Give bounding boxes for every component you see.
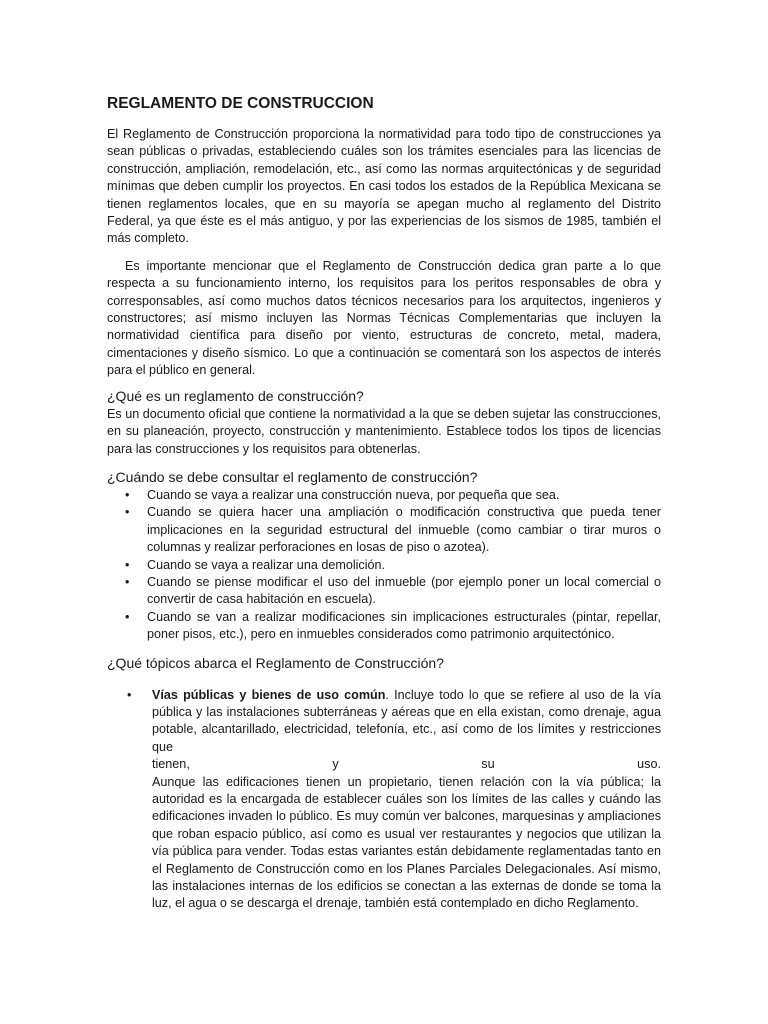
list-item [107,574,661,609]
topic-text-b: Aunque las edificaciones tienen un propietario, tienen relación con la vía pública; la autoridad es la encargada de establecer cuáles son los límites de las calles y cuándo las edificaciones invaden lo público. Es muy común ver balcones, marquesinas y ampliaciones que roban espacio público, así como es usual ver restaurantes y negocios que utilizan la vía pública para vender. Todas estas variantes están debidamente reglamentadas tanto en el Reglamento de Construcción como en los Planes Parciales Delegacionales. Así mismo, las instalaciones internas de los edificios se conectan a las externas de donde se toma la luz, el agua o se descarga el drenaje, también está contemplado en dicho Reglamento. [152,774,661,911]
list-item [107,687,661,913]
spread-word: uso. [637,757,661,772]
spread-word: su [481,757,495,772]
topics-list [107,687,661,913]
bullet-icon: • [125,609,130,624]
document-title: REGLAMENTO DE CONSTRUCCION [107,95,374,112]
spread-word: y [332,757,339,772]
list-item [107,487,661,504]
section-heading-when-consult: ¿Cuándo se debe consultar el reglamento de construcción? [107,468,478,485]
list-item-text: Cuando se piense modificar el uso del inmueble (por ejemplo poner un local comercial o convertir de casa habitación en escuela). [147,574,661,607]
justified-line [152,756,661,773]
when-consult-list [107,487,661,644]
section-heading-what-is: ¿Qué es un reglamento de construcción? [107,387,364,404]
bullet-icon: • [125,574,130,589]
section-heading-topics: ¿Qué tópicos abarca el Reglamento de Construcción? [107,654,444,671]
list-item [107,504,661,556]
intro-paragraph-1: El Reglamento de Construcción proporciona la normatividad para todo tipo de construcciones ya sean públicas o privadas, estableciendo cuáles son los trámites esenciales para las licencias de construcción, ampliación, remodelación, etc., así como las normas arquitectónicas y de seguridad mínimas que deben cumplir los proyectos. En casi todos los estados de la República Mexicana se tienen reglamentos locales, que en su mayoría se apegan mucho al reglamento del Distrito Federal, ya que éste es el más antiguo, y por las experiencias de los sismos de 1985, también el más completo. [107,127,661,246]
intro-paragraph-2: Es importante mencionar que el Reglamento de Construcción dedica gran parte a lo que respecta a su funcionamiento interno, los requisitos para los peritos responsables de obra y corresponsables, así como muchos datos técnicos necesarios para los arquitectos, ingenieros y constructores; así mismo incluyen las Normas Técnicas Complementarias que incluyen la normatividad científica para diseño por viento, estructuras de concreto, metal, madera, cimentaciones y diseño sísmico. Lo que a continuación se comentará son los aspectos de interés para el público en general. [107,258,661,378]
spread-word: tienen, [152,757,190,772]
bullet-icon: • [127,687,132,702]
list-item-text: Cuando se van a realizar modificaciones sin implicaciones estructurales (pintar, repellar, poner pisos, etc.), pero en inmuebles considerados como patrimonio arquitectónico. [147,609,661,642]
bullet-icon: • [125,505,130,520]
list-item [107,609,661,644]
topic-text-a: . Incluye todo lo que se refiere al uso de la vía pública y las instalaciones subterráneas y aéreas que en ella existan, como drenaje, agua potable, alcantarillado, electricidad, telefonía, etc., así como de los límites y restricciones que [152,687,661,754]
bullet-icon: • [125,557,130,572]
bullet-icon: • [125,487,130,502]
list-item-text: Cuando se quiera hacer una ampliación o modificación constructiva que pueda tener implicaciones en la seguridad estructural del inmueble (como cambiar o tirar muros o columnas y realizar perforaciones en losas de piso o azotea). [147,505,661,555]
list-item-text: Cuando se vaya a realizar una construcción nueva, por pequeña que sea. [147,487,560,502]
list-item [107,557,661,574]
list-item-text: Cuando se vaya a realizar una demolición. [147,557,386,572]
topic-bold-label: Vías públicas y bienes de uso común [152,687,386,702]
section-body-what-is: Es un documento oficial que contiene la normatividad a la que se deben sujetar las construcciones, en su planeación, proyecto, construcción y mantenimiento. Establece todos los tipos de licencias para las construcciones y los requisitos para obtenerlas. [107,406,661,456]
